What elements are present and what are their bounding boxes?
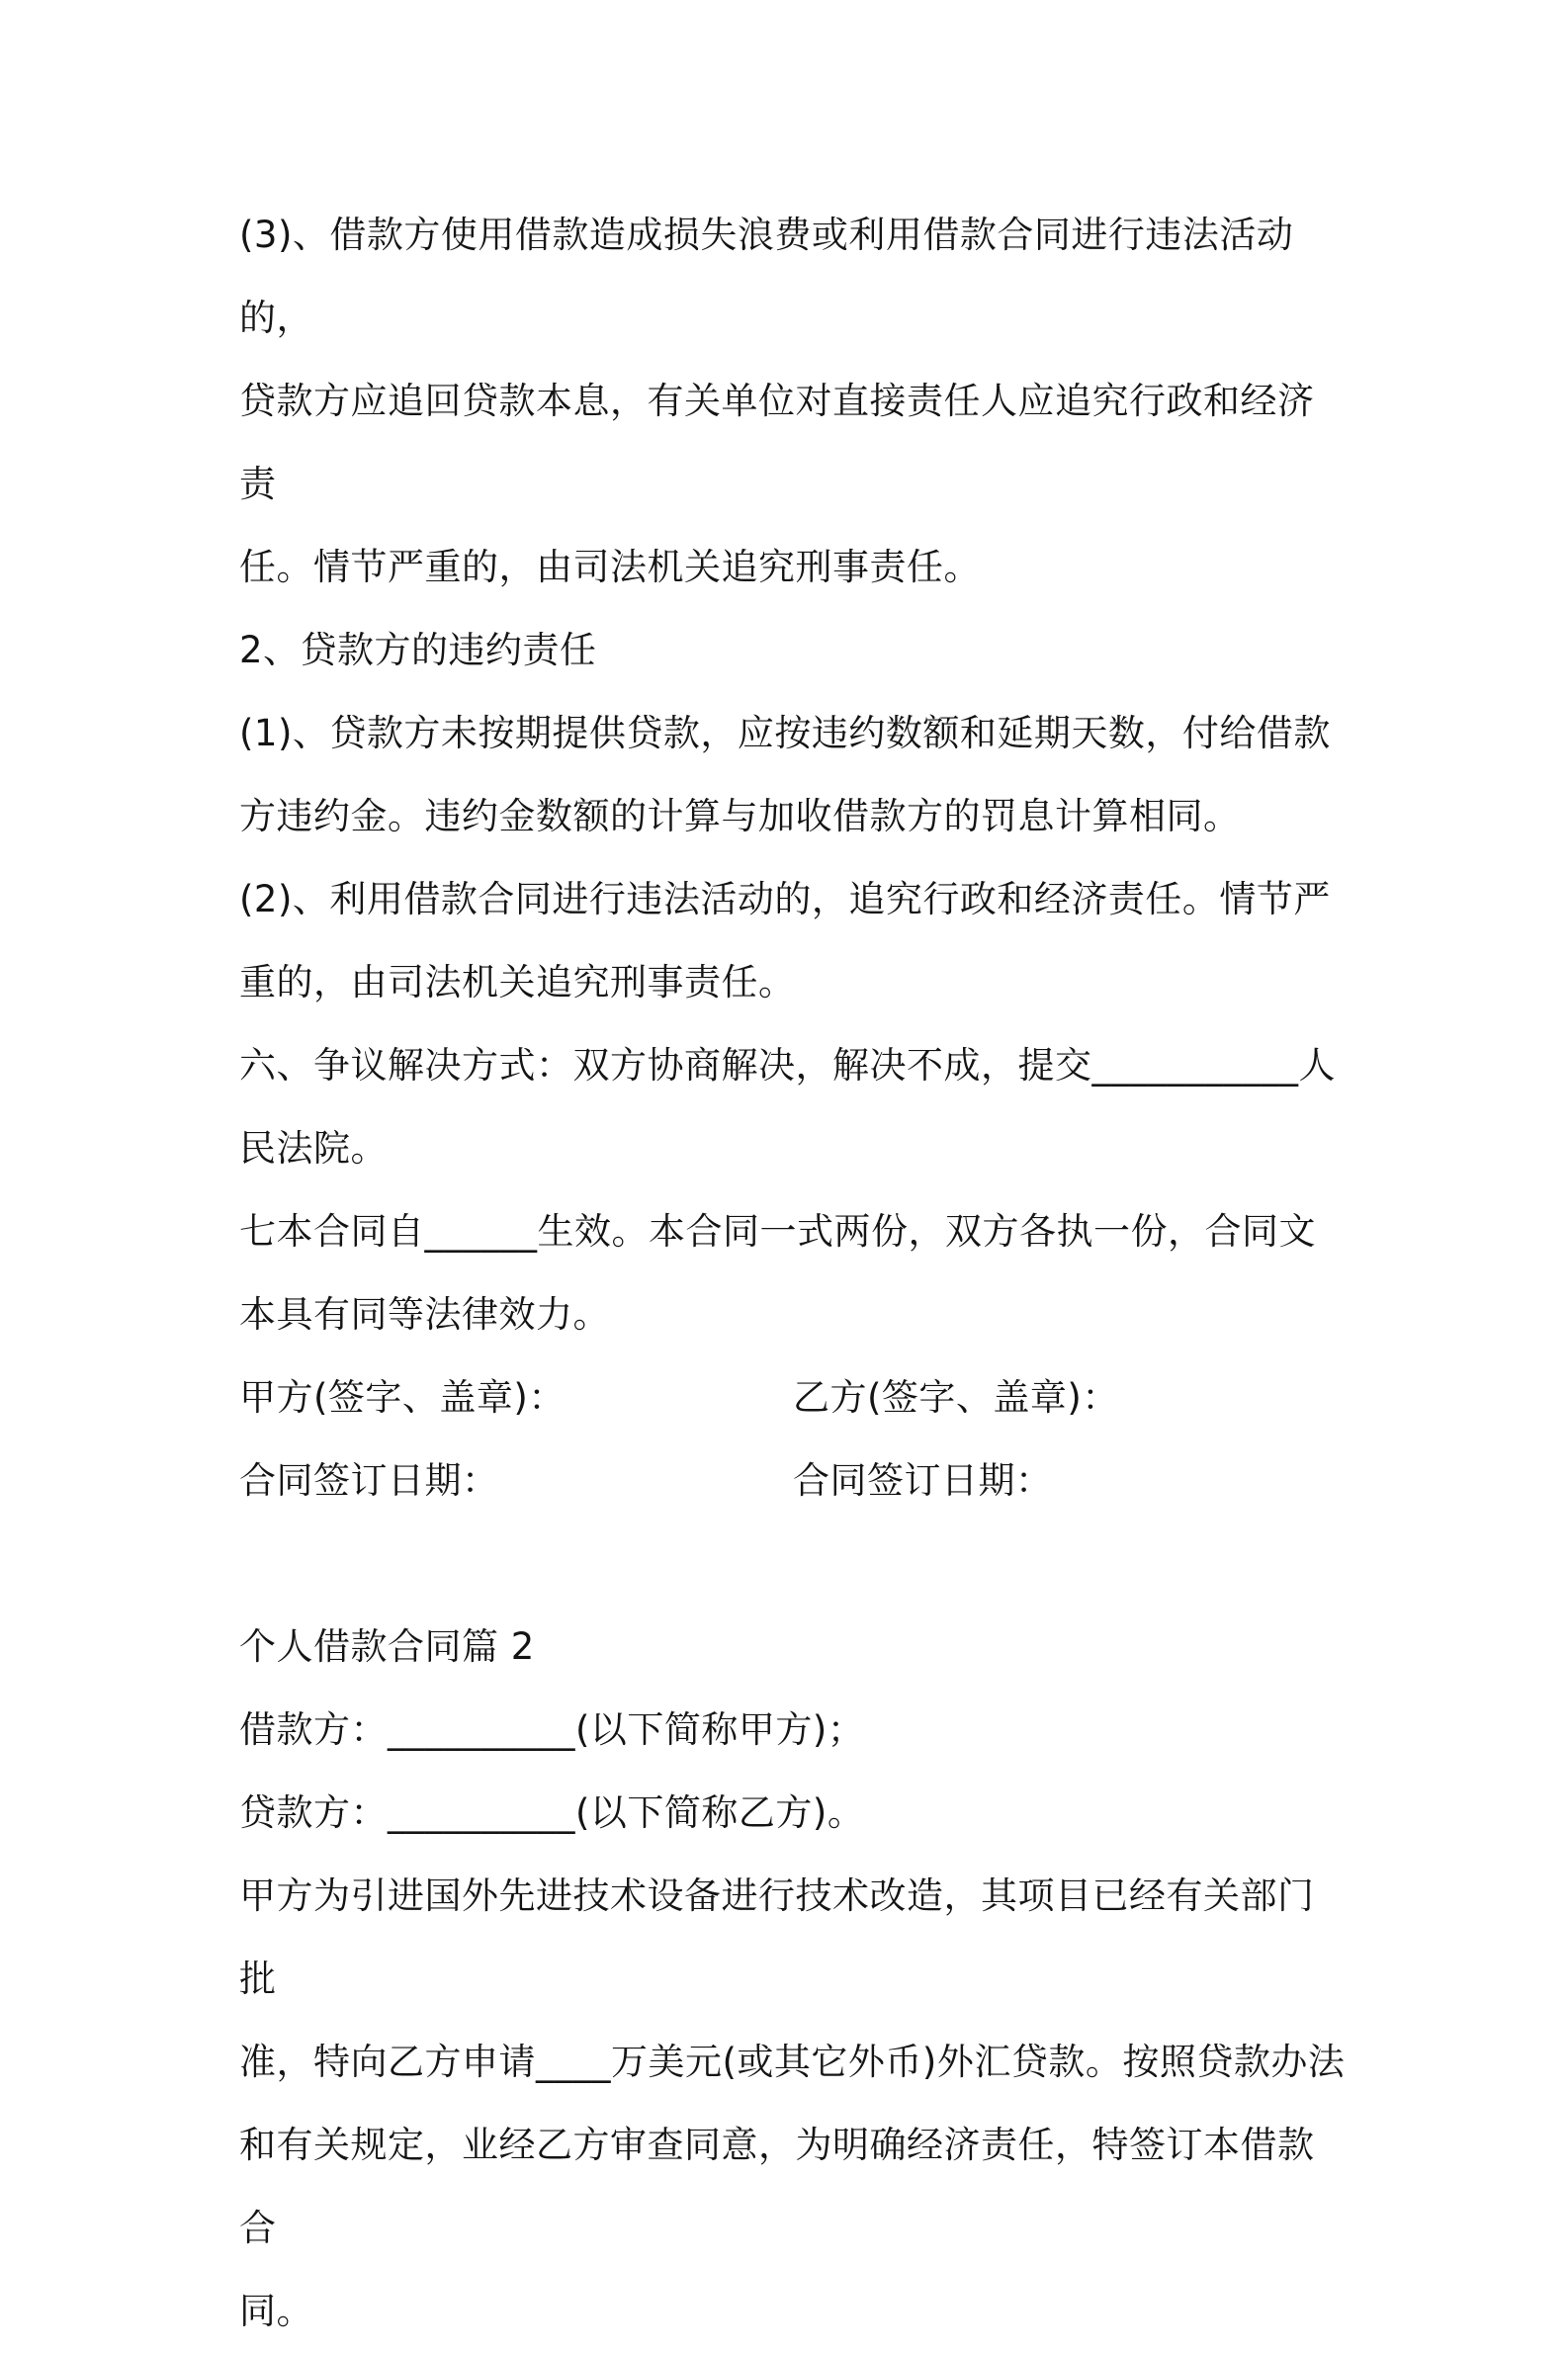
party-b-signature-label: 乙方(签字、盖章)：	[793, 1376, 1119, 1419]
text-line: 六、争议解决方式：双方协商解决，解决不成，提交___________人	[239, 1044, 1336, 1087]
text-line: 贷款方应追回贷款本息，有关单位对直接责任人应追究行政和经济责	[239, 380, 1315, 505]
party-b-date-label: 合同签订日期：	[793, 1459, 1053, 1502]
document-page	[239, 194, 1347, 2353]
text-line: 任。情节严重的，由司法机关追究刑事责任。	[239, 546, 981, 588]
text-line: (2)、利用借款合同进行违法活动的，追究行政和经济责任。情节严	[239, 878, 1331, 920]
text-line: 借款方：__________(以下简称甲方)；	[239, 1708, 865, 1751]
signing-date-row	[239, 1439, 1347, 1523]
text-line: 方违约金。违约金数额的计算与加收借款方的罚息计算相同。	[239, 795, 1241, 837]
section-gap	[239, 1523, 1347, 1606]
text-line: 贷款方：__________(以下简称乙方)。	[239, 1791, 865, 1834]
text-line: 甲方为引进国外先进技术设备进行技术改造，其项目已经有关部门批	[239, 1874, 1315, 2000]
text-line: 民法院。	[239, 1127, 388, 1170]
section-title: 个人借款合同篇 2	[239, 1625, 535, 1668]
text-line: 和有关规定，业经乙方审查同意，为明确经济责任，特签订本借款合	[239, 2124, 1315, 2249]
text-line: 重的，由司法机关追究刑事责任。	[239, 961, 796, 1003]
text-line: 七本合同自______生效。本合同一式两份，双方各执一份，合同文	[239, 1210, 1316, 1253]
text-line: 准，特向乙方申请____万美元(或其它外币)外汇贷款。按照贷款办法	[239, 2041, 1346, 2083]
text-line: (1)、贷款方未按期提供贷款，应按违约数额和延期天数，付给借款	[239, 712, 1331, 754]
text-line: 同。	[239, 2290, 313, 2332]
party-a-date-label: 合同签订日期：	[239, 1459, 499, 1502]
text-line: 本具有同等法律效力。	[239, 1293, 610, 1336]
text-line: (3)、借款方使用借款造成损失浪费或利用借款合同进行违法活动的，	[239, 214, 1294, 339]
signature-row	[239, 1356, 1347, 1439]
section-heading: 2、贷款方的违约责任	[239, 629, 597, 671]
party-a-signature-label: 甲方(签字、盖章)：	[239, 1376, 566, 1419]
